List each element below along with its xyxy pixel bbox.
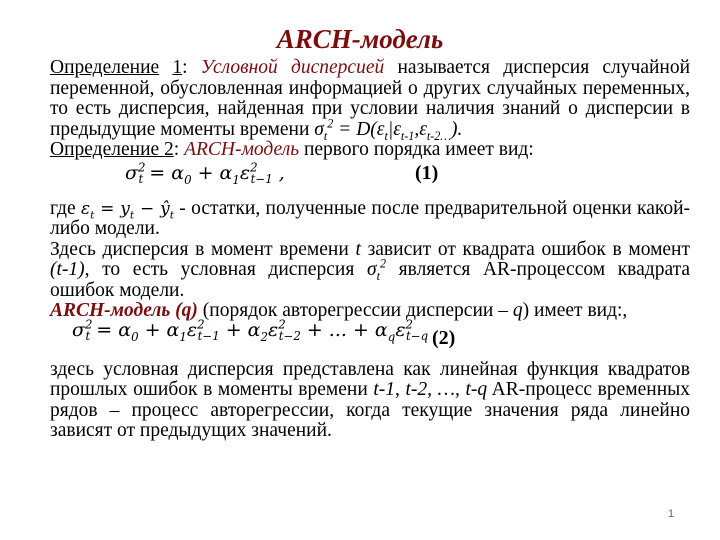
- def1-term: Условной дисперсией: [200, 57, 385, 78]
- para1-text-d: является AR-процессом квадрата ошибок модели.: [50, 259, 691, 301]
- formula-2-line: [50, 318, 690, 360]
- para1-text-a: Здесь дисперсия в момент времени: [50, 238, 349, 260]
- def1-text: называется дисперсия случайной переменной, обусловленная информацией о других случайных переменных, то есть дисперсия, найденная при условии наличия знаний о дисперсии в предыдущие моменты времени: [50, 57, 691, 140]
- arch-q-term: ARCH-модель (q): [50, 300, 198, 321]
- def1-number: 1: [172, 57, 183, 78]
- arch-q-text-a: (порядок авторегрессии дисперсии –: [202, 300, 508, 321]
- residuals-text: - остатки, полученные после предварительной оценки какой-либо модели.: [50, 197, 691, 239]
- def2-colon: :: [173, 139, 180, 160]
- para2-text-b: AR-процесс временных рядов – процесс авторегрессии, когда текущие значения ряда линейно зависят от предыдущих значений.: [50, 379, 690, 441]
- def2-text: первого порядка имеет вид:: [303, 139, 534, 160]
- arch-q-text-b: ) имеет вид:,: [522, 300, 628, 321]
- formula-1: $\sigma^2_t = \alpha_0 + \alpha_1\varepsilon^2_{t-1}$ ,: [125, 160, 285, 187]
- slide-body: [50, 58, 690, 442]
- para2-lags: t-1, t-2, …, t-q: [373, 379, 488, 400]
- page-number: 1: [668, 508, 675, 520]
- residuals-paragraph: [50, 199, 690, 240]
- def2-label: Определение 2: [50, 139, 174, 160]
- para1-text-c: , то есть условная дисперсия: [84, 259, 355, 280]
- def1-label: Определение: [50, 57, 160, 78]
- definition-1: [50, 57, 691, 143]
- slide-title: ARCH-модель: [276, 24, 444, 54]
- conclusion-paragraph: [50, 360, 690, 442]
- def1-condition-expr: $D(\varepsilon_t|\varepsilon_{t-1},\varepsilon_{t-2\dots})$.: [356, 118, 463, 143]
- def2-term: ARCH-модель: [184, 139, 300, 160]
- formula-2: $\sigma^2_t = \alpha_0 + \alpha_1\varepsilon^2_{t-1} + \alpha_2\varepsilon^2_{t-2}$ + ... + $\alpha_q\varepsilon^2_{t-q}$: [72, 317, 429, 344]
- para1-t1: (t-1): [50, 259, 85, 280]
- para1-text-b: зависит от квадрата ошибок в момент: [367, 238, 691, 260]
- definition-2: [50, 140, 690, 161]
- formula-1-number: (1): [415, 161, 439, 184]
- para1-sigma: $\sigma_t^2$: [366, 256, 387, 283]
- residuals-formula: $\varepsilon_t = y_t$ − $ŷ_t$: [80, 198, 174, 221]
- arch-q-q: q: [512, 300, 523, 321]
- para2-text-a: здесь условная дисперсия представлена как линейная функция квадратов прошлых ошибок в моменты времени: [50, 358, 690, 400]
- explanation-paragraph: [50, 240, 690, 302]
- formula-1-line: [50, 161, 690, 205]
- def1-colon: :: [182, 57, 188, 78]
- residuals-prefix: где: [50, 197, 76, 219]
- formula-2-number: (2): [432, 326, 456, 349]
- def1-sigma-expr: $\sigma_t^2$ =: [314, 116, 352, 143]
- para1-t: t: [355, 238, 361, 260]
